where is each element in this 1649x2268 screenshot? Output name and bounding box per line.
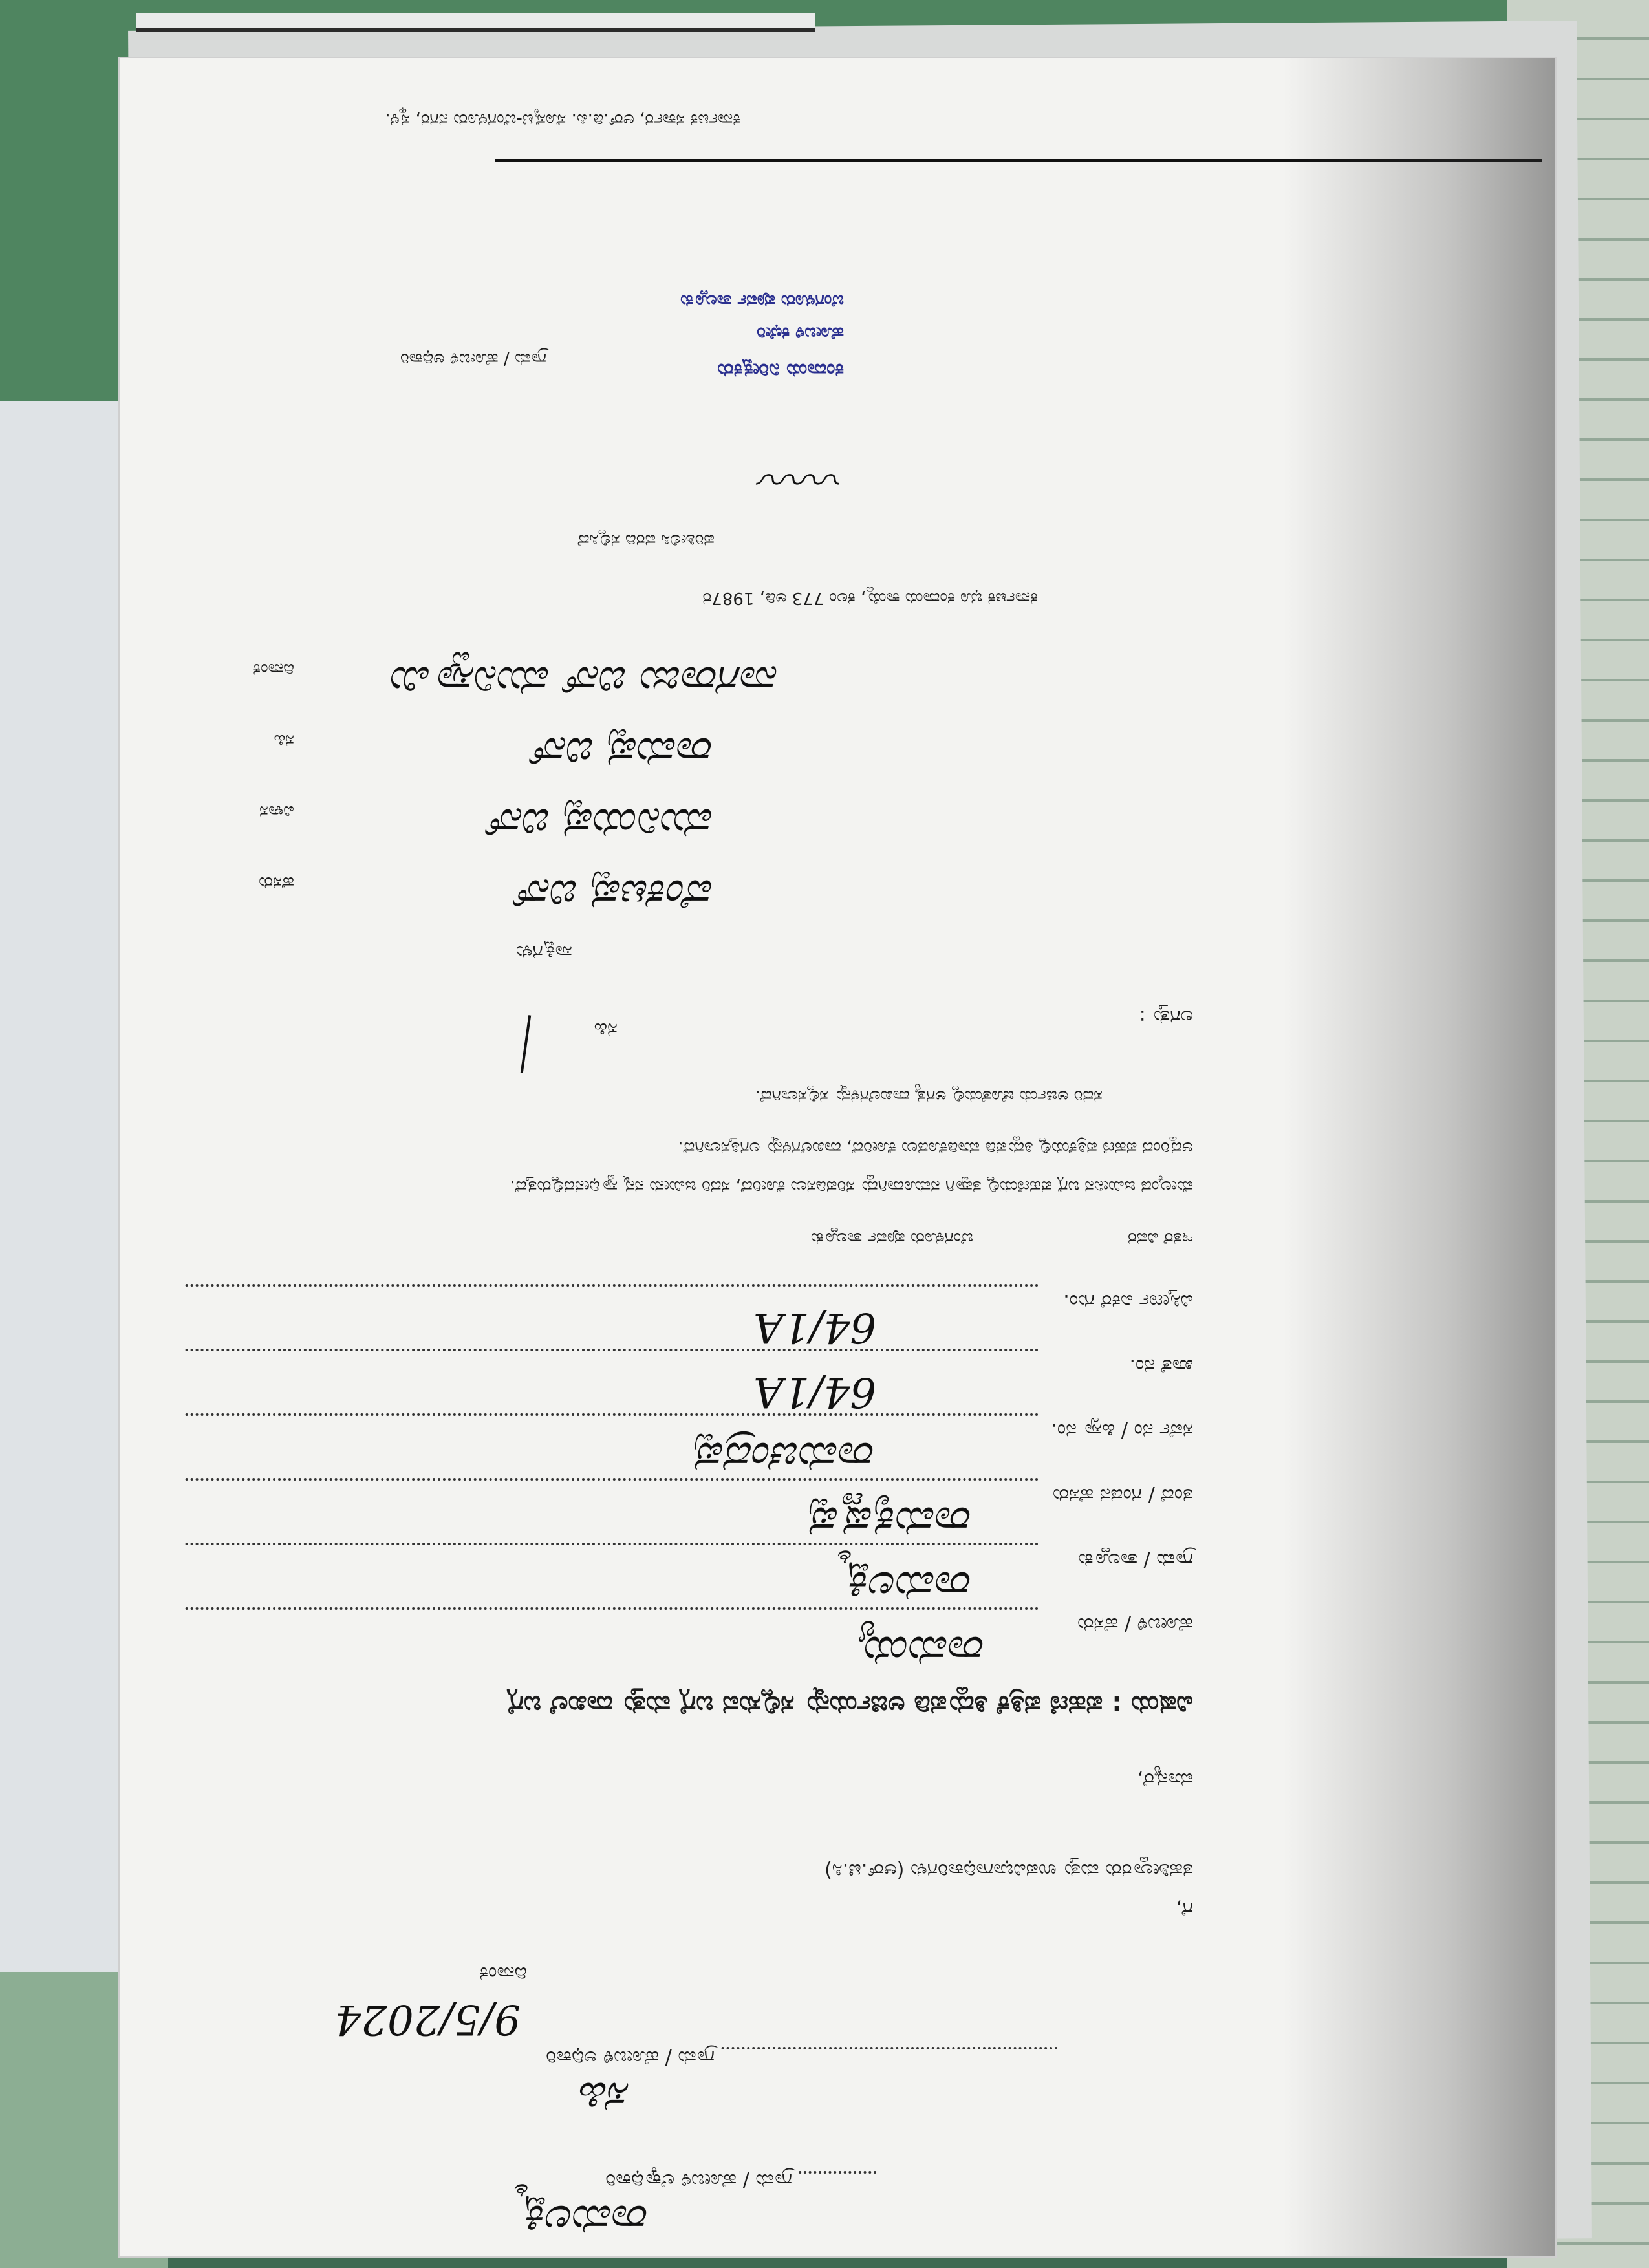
field-value-7: ಬೆಂಗಳೂರು ಪೂರ್ವ ತಾಲ್ಲೂಕು [810,1228,973,1248]
enclosure-label: ಲಗತ್ತು : [1139,1005,1193,1028]
to-label: ಗೆ, [1176,1898,1193,1920]
officer-sign-label: ಗ್ರಾಮ / ಹೋಬಳಿ ಅಧಿಕಾರಿ [400,349,546,369]
bottom-sign-2: ರಾಮಲಕ್ಷ್ಮಿ [512,2196,650,2243]
field-value-3: ರಾಮಕೃಷ್ಣಪ್ಪ [810,1497,973,1545]
field-value-6: 64/1A [753,1303,876,1351]
witness-title: ಸಾಕ್ಷಿಗಳು [515,941,572,963]
document-paper [120,58,1555,2256]
bottom-date-value: 9/5/2024 [334,1995,521,2043]
bottom-sign-1: ಸಹಿ [580,2073,630,2121]
dotted-line [721,2047,1057,2049]
stamp-line-1: ಕಂದಾಯ ನಿರೀಕ್ಷಕರು [717,359,844,381]
witness-label-4: ದಿನಾಂಕ [253,659,294,679]
witness-value-3: ರಾಮಪ್ಪ ಬಿನ್ [532,728,715,776]
field-value-5: 64/1A [753,1368,876,1416]
field-value-4: ರಾಮಚಂದ್ರಪ್ಪ [695,1433,876,1481]
field-label-1: ಹೋಬಳಿ / ಹೆಸರು [1077,1613,1193,1636]
witness-value-4: ನಾಗರಾಜು ಬಿನ್ ಮುನಿಸ್ವಾಮಿ [392,657,779,705]
witness-value-1: ವೆಂಕಟಪ್ಪ ಬಿನ್ [515,870,715,918]
dotted-line [799,2171,876,2174]
field-label-6: ವಿಸ್ತೀರ್ಣ ಎಕರೆ ಗುಂ. [1063,1290,1193,1312]
dotted-line [184,1413,1038,1416]
signature-mark [521,1015,531,1073]
signature-label: ಸಹಿ [594,1018,618,1041]
field-label-4: ಸರ್ವೆ ನಂ / ಹಿಸ್ಸಾ ನಂ. [1051,1419,1193,1442]
witness-label-3: ಸಹಿ [274,731,294,750]
body-line-1: ಮೇಲ್ಕಂಡ ಜಮೀನಿನ ಬಗ್ಗೆ ಪಹಣಿಯಲ್ಲಿ ತಪ್ಪಾಗಿ ನಮೂದಾಗಿದ್ದು ಸರಿಪಡಿಸಲು ಕೋರಿದೆ, ಸದರಿ ಜಮೀನು ನನ್ನ ಸ್ವಾಧೀನದಲ್ಲಿರುತ್ತದೆ. [510,1177,1193,1196]
dotted-line [184,1478,1038,1481]
field-value-1: ರಾಮಯ್ಯ [860,1627,986,1674]
field-value-2: ರಾಮಲಕ್ಷ್ಮಿ [835,1562,973,1610]
act-line: ಕರ್ನಾಟಕ ಭೂ ಕಂದಾಯ ಕಾಯ್ದೆ, ಕಲಂ 773 ಅಡಿ, 1987ರ [702,588,1038,608]
field-label-7: ಇತರೆ ವಿವರ [1128,1228,1193,1248]
stamp-line-3: ಬೆಂಗಳೂರು ಪೂರ್ವ ತಾಲ್ಲೂಕು [680,291,844,310]
officer-signature-scribble: 〰〰 [761,453,844,501]
top-strip [136,13,815,32]
subject-line: ವಿಷಯ : ಪಹಣಿ ಪತ್ರಿಕೆ ತಿದ್ದುಪಡಿ ಅರ್ಜಿಯನ್ನು ಸಲ್ಲಿಸುವ ಬಗ್ಗೆ ಮತ್ತು ದಾಖಲೆ ಬಗ್ಗೆ [507,1690,1193,1720]
body-line-3: ಸದರಿ ಅರ್ಜಿಯ ಜೊತೆಯಲ್ಲಿ ಅಗತ್ಯ ದಾಖಲೆಗಳನ್ನು ಸಲ್ಲಿಸಲಾಗಿದೆ. [755,1086,1103,1106]
body-line-2: ಆದ್ದರಿಂದ ಪಹಣಿ ಪತ್ರಿಕೆಯಲ್ಲಿ ತಿದ್ದುಪಡಿ ಮಾಡಿಕೊಡಲು ಕೋರಿದೆ, ದಾಖಲೆಗಳನ್ನು ಲಗತ್ತಿಸಲಾಗಿದೆ. [678,1138,1193,1157]
dotted-line [184,1349,1038,1351]
bottom-sign-2-label: ಗ್ರಾಮ / ಹೋಬಳಿ ಅಧಿಕಾರಿ [546,2046,715,2069]
verification-line: ಪರಿಶೀಲಿಸಿ ವರದಿ ಸಲ್ಲಿಸಿದೆ [577,530,715,550]
footer-line: ಕರ್ನಾಟಕ ಸರ್ಕಾರ, ಆರ್.ಡಿ.ಪಿ. ಸೊಸೈಟಿ-ಬೆಂಗಳೂರು ನಗರ, ಸ್ಥಳ. [385,110,740,129]
paper-fold-shadow [1284,58,1555,2256]
field-label-3: ತಂದೆ / ಗಂಡನ ಹೆಸರು [1052,1484,1193,1506]
bottom-sign-1-label: ಗ್ರಾಮ / ಹೋಬಳಿ ಲೆಕ್ಕಾಧಿಕಾರಿ [605,2169,792,2192]
office-line: ತಹಶೀಲ್ದಾರರು ಮತ್ತು ಉಪವಿಭಾಗಾಧಿಕಾರಿಗಳು (ಆರ್.ಟಿ.ಸಿ) [824,1859,1193,1881]
field-label-2: ಗ್ರಾಮ / ತಾಲ್ಲೂಕು [1078,1548,1193,1571]
witness-label-2: ವಿಳಾಸ [259,802,294,821]
bottom-date-label: ದಿನಾಂಕ [479,1962,527,1985]
salutation: ಮಾನ್ಯರೆ, [1137,1768,1193,1791]
stamp-line-2: ಹೋಬಳಿ ಕಛೇರಿ [757,323,844,343]
field-label-5: ಖಾತೆ ನಂ. [1129,1354,1193,1377]
witness-label-1: ಹೆಸರು [259,873,294,892]
witness-value-2: ಮುನಿಯಪ್ಪ ಬಿನ್ [488,799,715,847]
dotted-line [184,1284,1038,1287]
